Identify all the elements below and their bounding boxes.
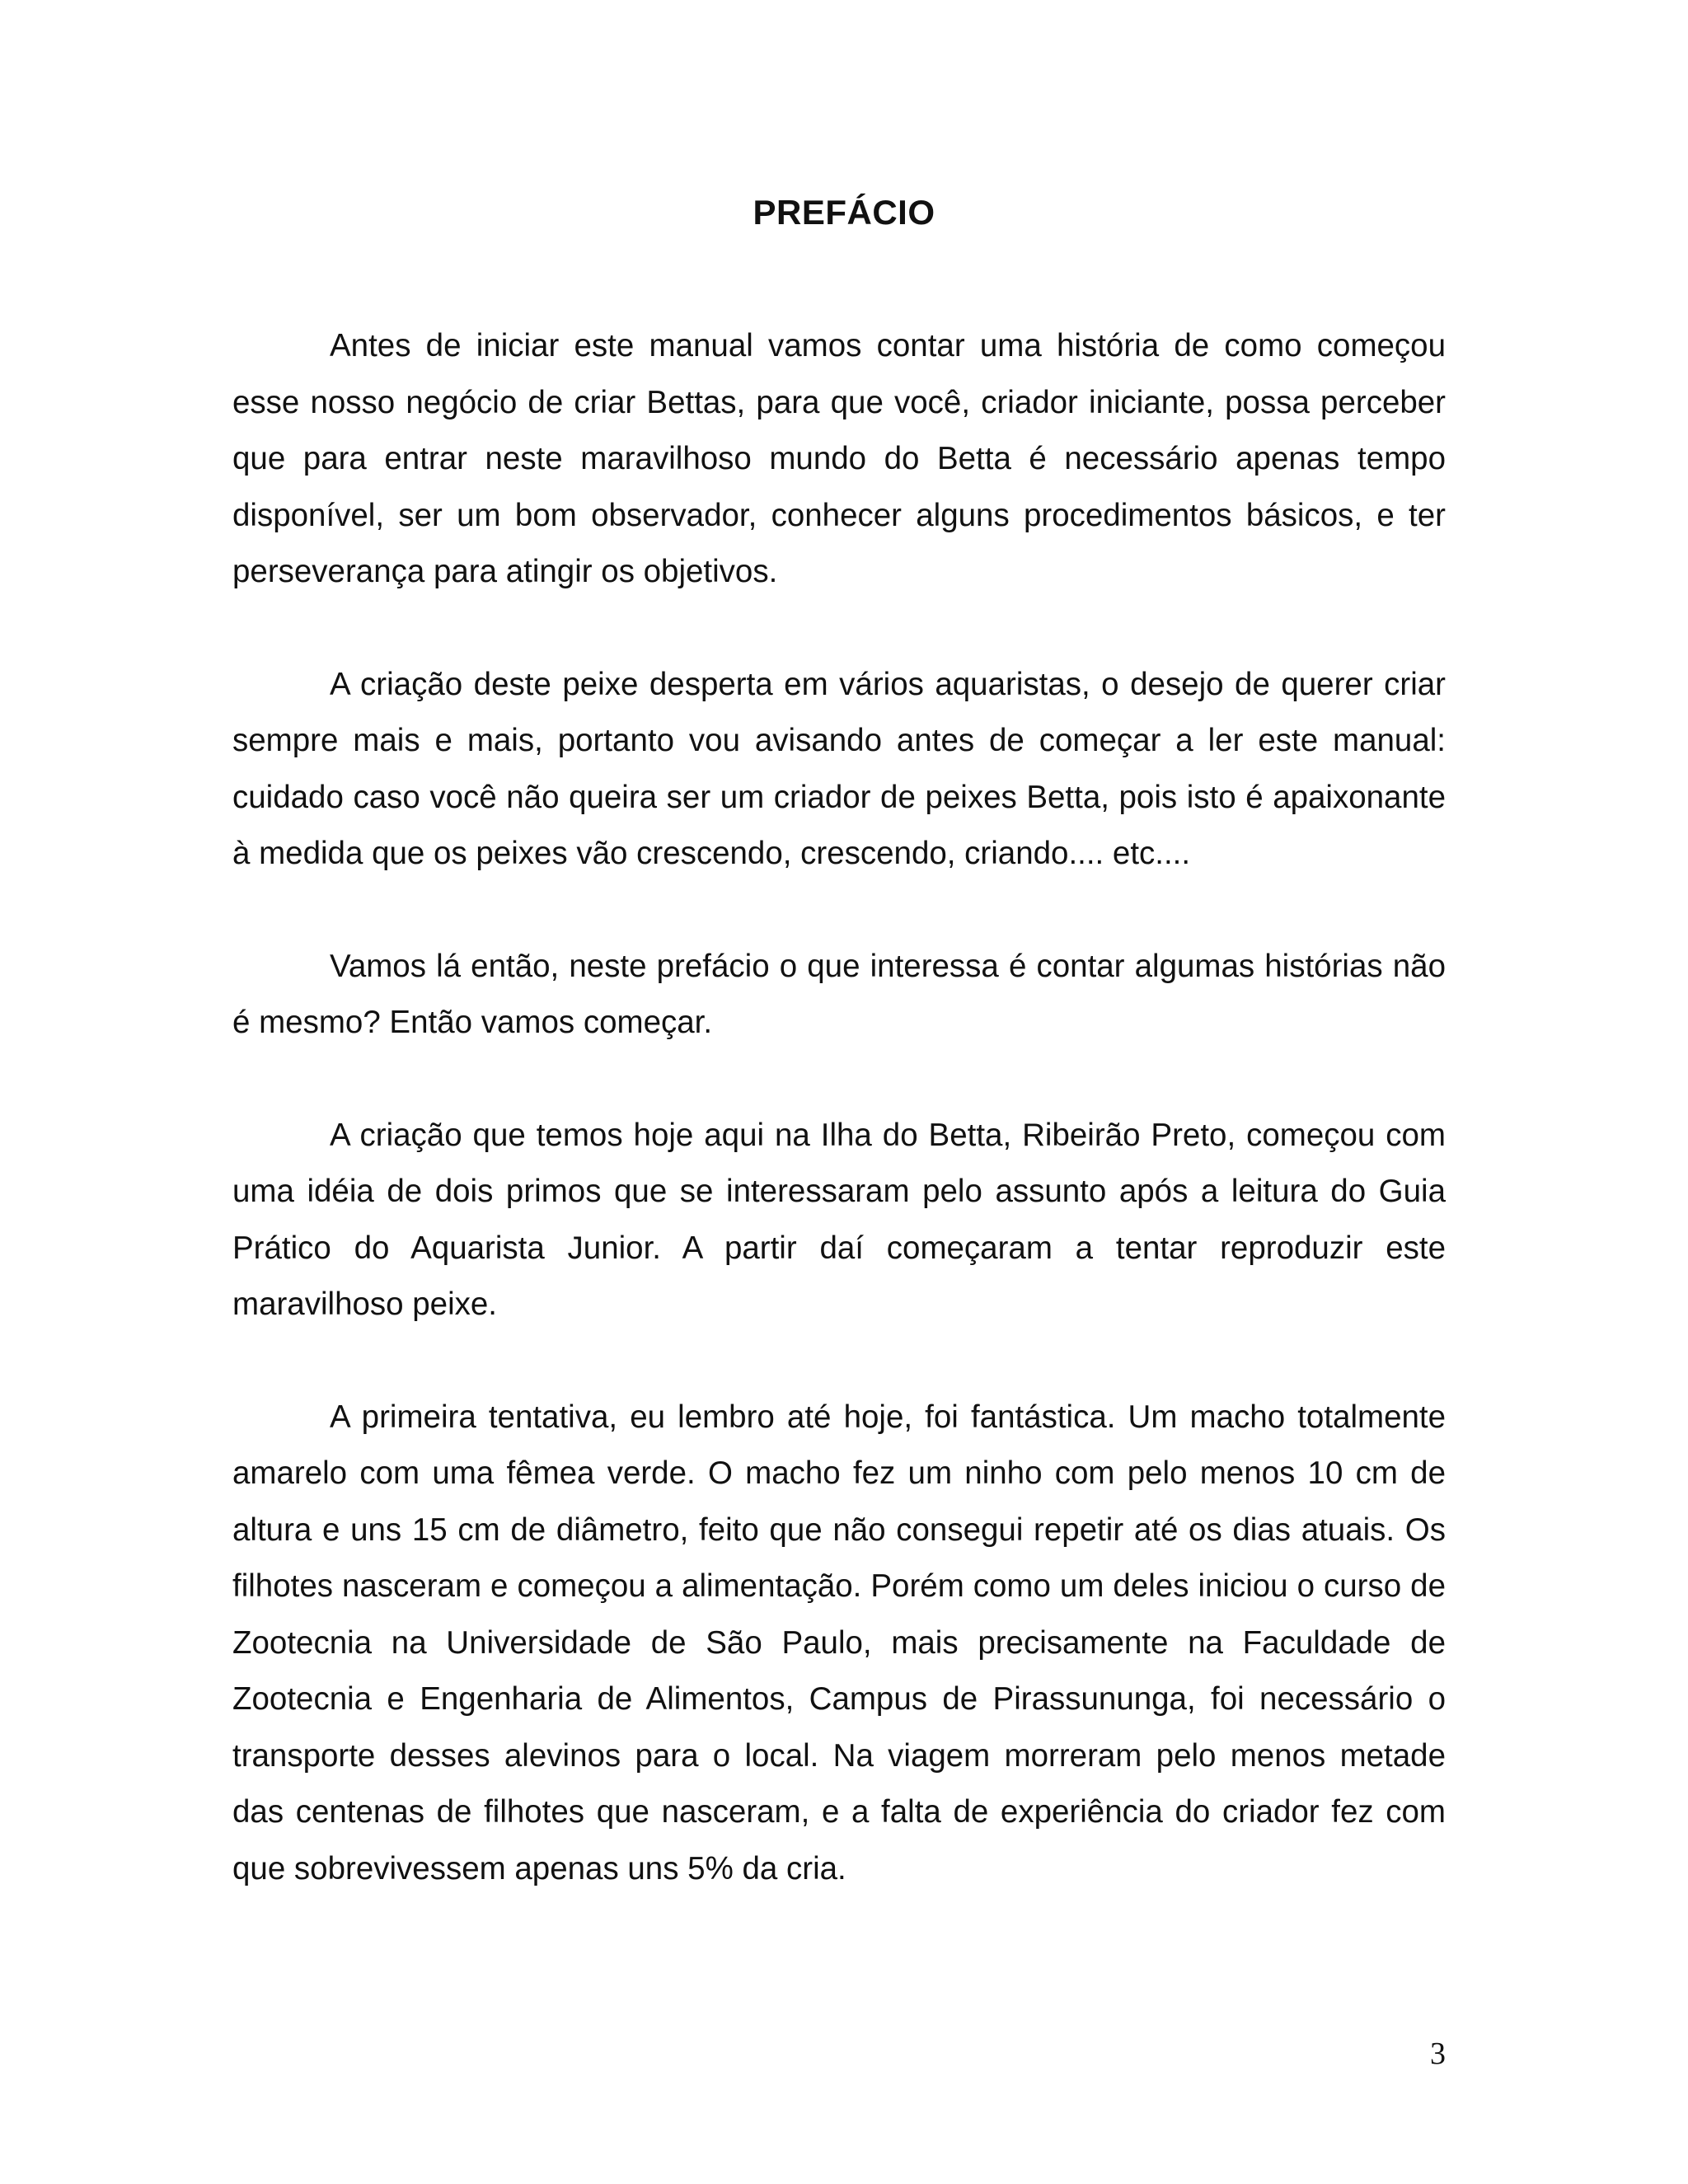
- paragraph-3: Vamos lá então, neste prefácio o que interessa é contar algumas histórias não é mesmo? Então vamos começar.: [232, 948, 1446, 1040]
- paragraph-1: Antes de iniciar este manual vamos contar uma história de como começou esse nosso negócio de criar Bettas, para que você, criador iniciante, possa perceber que para entrar neste maravilhoso mundo do Betta é necessário apenas tempo disponível, ser um bom observador, conhecer alguns procedimentos básicos, e ter perseverança para atingir os objetivos.: [232, 328, 1446, 589]
- page-number: 3: [1430, 2036, 1446, 2071]
- paragraph-5: A primeira tentativa, eu lembro até hoje, foi fantástica. Um macho totalmente amarelo com uma fêmea verde. O macho fez um ninho com pelo menos 10 cm de altura e uns 15 cm de diâmetro, feito que não consegui repetir até os dias atuais. Os filhotes nasceram e começou a alimentação. Porém como um deles iniciou o curso de Zootecnia na Universidade de São Paulo, mais precisamente na Faculdade de Zootecnia e Engenharia de Alimentos, Campus de Pirassununga, foi necessário o transporte desses alevinos para o local. Na viagem morreram pelo menos metade das centenas de filhotes que nasceram, e a falta de experiência do criador fez com que sobrevivessem apenas uns 5% da cria.: [232, 1399, 1446, 1886]
- page-title: PREFÁCIO: [753, 193, 935, 232]
- paragraph-2: A criação deste peixe desperta em vários aquaristas, o desejo de querer criar sempre mais e mais, portanto vou avisando antes de começar a ler este manual: cuidado caso você não queira ser um criador de peixes Betta, pois isto é apaixonante à medida que os peixes vão crescendo, crescendo, criando.... etc....: [232, 666, 1446, 871]
- paragraph-4: A criação que temos hoje aqui na Ilha do Betta, Ribeirão Preto, começou com uma idéia de dois primos que se interessaram pelo assunto após a leitura do Guia Prático do Aquarista Junior. A partir daí começaram a tentar reproduzir este maravilhoso peixe.: [232, 1117, 1446, 1322]
- preface-body: [232, 318, 1446, 1953]
